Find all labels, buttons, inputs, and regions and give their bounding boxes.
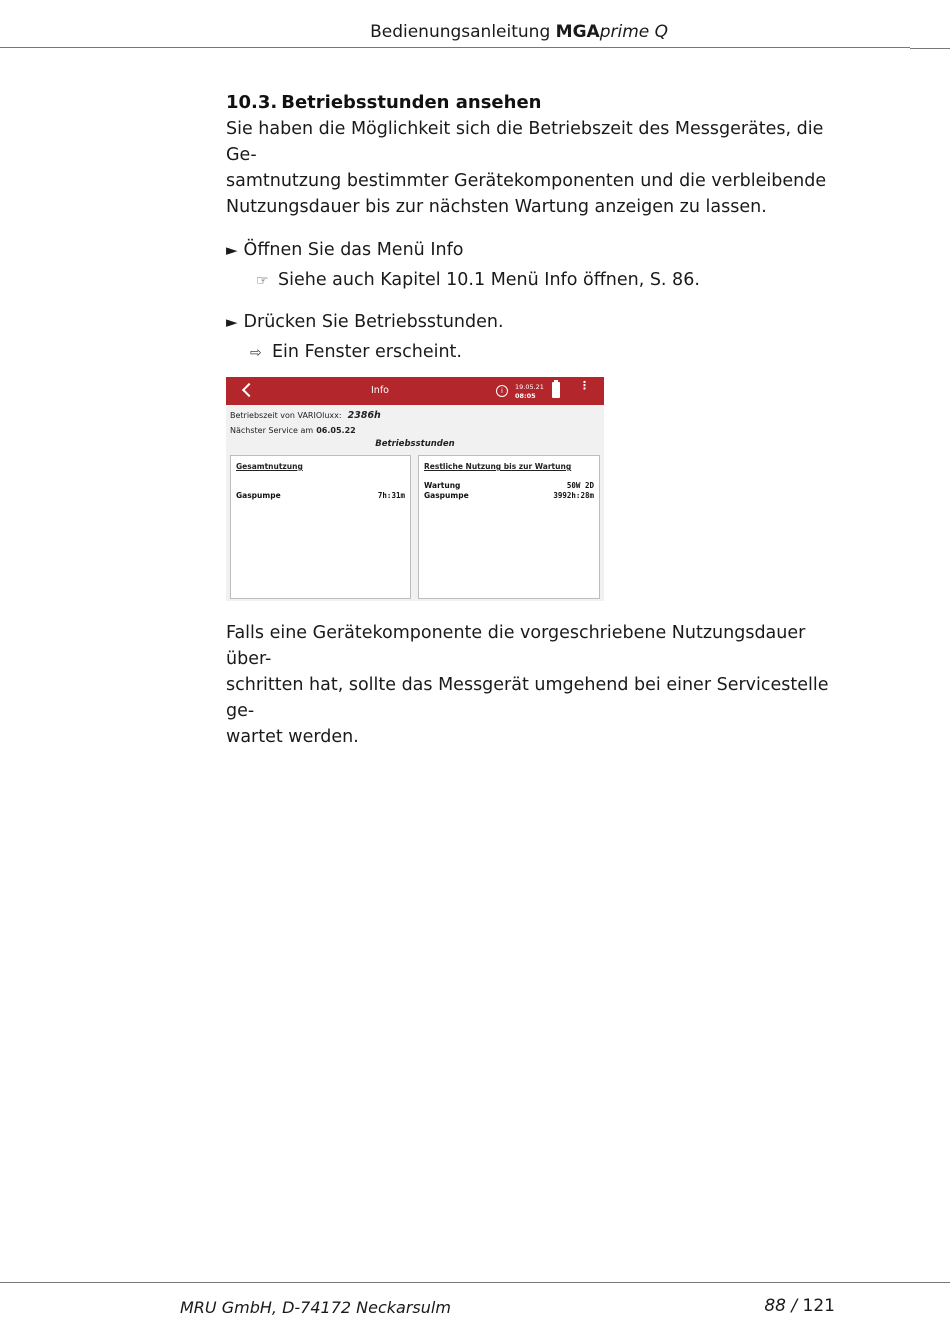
header-prefix: Bedienungsanleitung (370, 22, 556, 42)
closing-line: schritten hat, sollte das Messgerät umgehend bei einer Servicestelle ge- (226, 675, 829, 721)
usage-row-label: Gaspumpe (236, 491, 281, 500)
usage-row-value: 7h:31m (377, 491, 405, 500)
header-brand-bold: MGA (555, 22, 600, 42)
service-line (230, 426, 356, 435)
usage-row (236, 491, 405, 500)
step-1 (226, 237, 463, 263)
remaining-row (424, 481, 594, 490)
section-heading (226, 90, 838, 116)
device-heading: Betriebsstunden (375, 439, 455, 449)
usage-panel (230, 455, 411, 599)
device-screenshot (226, 377, 604, 601)
header-rule (0, 47, 910, 48)
header-brand-italic: prime Q (599, 22, 668, 42)
closing-line: wartet werden. (226, 727, 359, 747)
intro-line: Sie haben die Möglichkeit sich die Betriebszeit des Messgerätes, die Ge- (226, 119, 824, 165)
intro-line: samtnutzung bestimmter Gerätekomponenten und die verbleibende (226, 171, 827, 191)
service-value: 06.05.22 (316, 426, 356, 435)
usage-panel-title: Gesamtnutzung (236, 462, 303, 471)
intro-line: Nutzungsdauer bis zur nächsten Wartung anzeigen zu lassen. (226, 197, 767, 217)
page-number (740, 1296, 835, 1316)
page-total: 121 (802, 1296, 835, 1316)
device-app-title: Info (371, 385, 389, 396)
pointing-hand-icon: ☞ (256, 273, 269, 289)
remaining-row (424, 491, 594, 500)
step-2-text: Drücken Sie Betriebsstunden. (243, 312, 504, 332)
result-arrow-icon: ⇨ (250, 345, 262, 361)
battery-icon (552, 382, 560, 398)
back-arrow-icon[interactable] (242, 383, 256, 397)
section-title: Betriebsstunden ansehen (281, 92, 542, 113)
remaining-row-value: 50W 2D (566, 481, 594, 490)
runtime-value: 2386h (347, 410, 381, 421)
footer-company: MRU GmbH, D-74172 Neckarsulm (180, 1298, 451, 1317)
triangle-bullet-icon: ► (226, 241, 238, 259)
device-time: 08:05 (515, 392, 536, 400)
device-app-bar (226, 377, 604, 405)
step-2-result-text: Ein Fenster erscheint. (272, 342, 462, 362)
remaining-panel (418, 455, 600, 599)
footer-rule (0, 1282, 950, 1283)
remaining-row-label: Wartung (424, 481, 461, 490)
service-label: Nächster Service am (230, 426, 314, 435)
overflow-menu-icon[interactable]: ⋮ (579, 379, 590, 392)
info-icon[interactable]: i (496, 385, 508, 397)
remaining-panel-title: Restliche Nutzung bis zur Wartung (424, 462, 572, 471)
step-1-reference (256, 267, 700, 294)
running-header (0, 22, 668, 42)
step-2-result (250, 339, 462, 366)
header-rule-end (910, 48, 950, 49)
triangle-bullet-icon: ► (226, 313, 238, 331)
device-date: 19.05.21 (515, 383, 544, 391)
remaining-row-value: 3992h:28m (553, 491, 594, 500)
section-content (226, 90, 838, 220)
closing-paragraph (226, 620, 838, 750)
page-current: 88 (764, 1296, 786, 1316)
remaining-row-label: Gaspumpe (424, 491, 469, 500)
closing-line: Falls eine Gerätekomponente die vorgeschriebene Nutzungsdauer über- (226, 623, 806, 669)
section-number: 10.3. (226, 92, 278, 113)
step-2 (226, 309, 504, 335)
step-1-reference-text: Siehe auch Kapitel 10.1 Menü Info öffnen, S. 86. (278, 270, 700, 290)
runtime-line (230, 410, 381, 421)
runtime-label: Betriebszeit von VARIOluxx: (230, 411, 342, 420)
step-1-text: Öffnen Sie das Menü Info (243, 240, 464, 260)
page-separator: / (786, 1296, 803, 1316)
